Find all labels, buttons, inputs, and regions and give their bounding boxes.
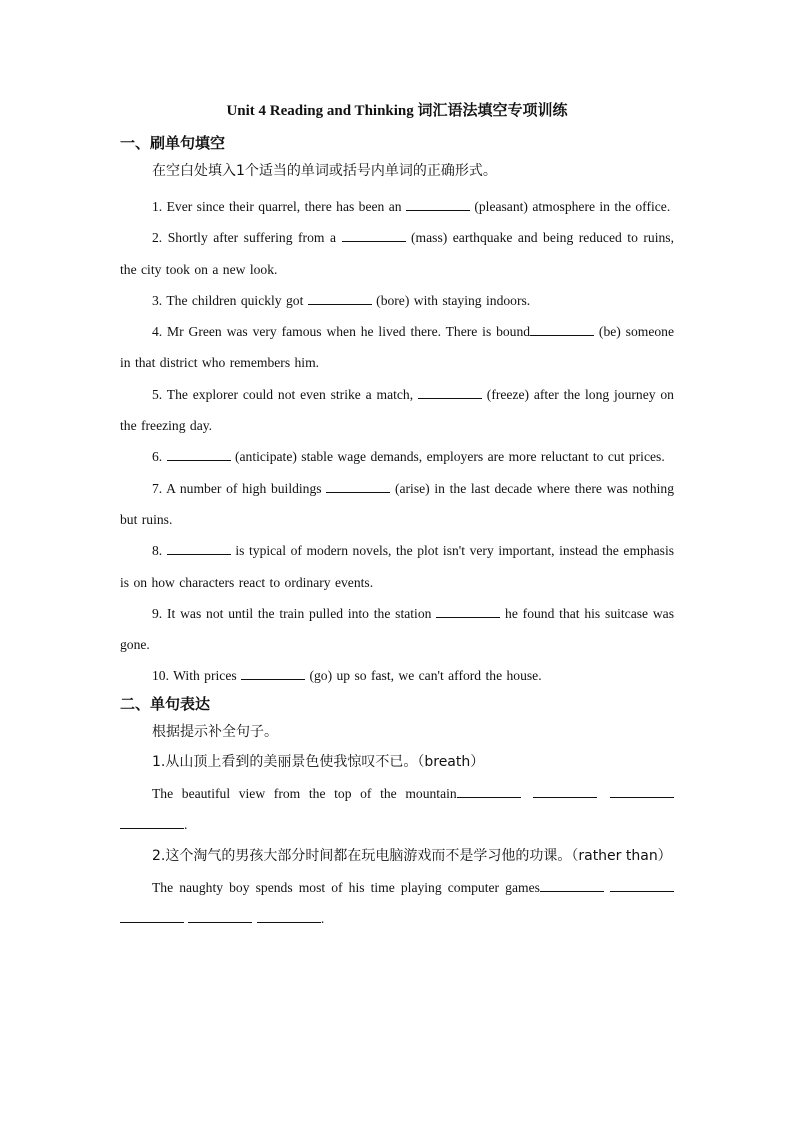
question-10: 10. With prices (go) up so fast, we can't afford the house. <box>152 668 542 684</box>
answer-blank-4[interactable] <box>530 334 594 336</box>
question-5: 5. The explorer could not even strike a match, (freeze) after the long journey on the freezing day. <box>120 386 674 434</box>
question-3: 3. The children quickly got (bore) with staying indoors. <box>152 292 531 308</box>
section-1-questions <box>120 191 674 692</box>
answer-blank-9[interactable] <box>436 616 500 618</box>
expression-1-blank-3[interactable] <box>610 796 674 798</box>
answer-blank-6[interactable] <box>167 459 231 461</box>
answer-blank-1[interactable] <box>406 209 470 211</box>
expression-2-blank-3[interactable] <box>120 921 184 923</box>
section-1-instruction: 在空白处填入1个适当的单词或括号内单词的正确形式。 <box>152 163 497 179</box>
question-6: 6. (anticipate) stable wage demands, employers are more reluctant to cut prices. <box>152 449 665 465</box>
answer-blank-3[interactable] <box>308 303 372 305</box>
expression-2-blank-4[interactable] <box>188 921 252 923</box>
question-1: 1. Ever since their quarrel, there has been an (pleasant) atmosphere in the office. <box>152 199 671 214</box>
question-8: 8. is typical of modern novels, the plot isn't very important, instead the emphasis is on how characters react to ordinary events. <box>120 543 675 590</box>
expression-1-sentence: The beautiful view from the top of the mountain . <box>120 778 674 841</box>
answer-blank-10[interactable] <box>241 678 305 680</box>
expression-1-prompt: 1.从山顶上看到的美丽景色使我惊叹不已。（breath） <box>152 753 485 770</box>
section-2-instruction: 根据提示补全句子。 <box>152 723 278 740</box>
expression-2-blank-2[interactable] <box>610 890 674 892</box>
question-7: 7. A number of high buildings (arise) in the last decade where there was nothing but ruins. <box>120 480 675 527</box>
worksheet-page <box>120 100 674 935</box>
expression-1-blank-2[interactable] <box>533 796 597 798</box>
answer-blank-5[interactable] <box>418 397 482 399</box>
answer-blank-8[interactable] <box>167 553 231 555</box>
answer-blank-7[interactable] <box>326 491 390 493</box>
document-title: Unit 4 Reading and Thinking 词汇语法填空专项训练 <box>226 103 568 119</box>
answer-blank-2[interactable] <box>342 240 406 242</box>
question-2: 2. Shortly after suffering from a (mass) earthquake and being reduced to ruins, the city took on a new look. <box>120 230 674 277</box>
expression-2-blank-1[interactable] <box>540 890 604 892</box>
section-2-items <box>120 747 674 935</box>
question-4: 4. Mr Green was very famous when he lived there. There is bound (be) someone in that district who remembers him. <box>120 324 674 371</box>
question-9: 9. It was not until the train pulled into the station he found that his suitcase was gone. <box>120 605 674 653</box>
section-2-heading: 二、单句表达 <box>120 694 211 713</box>
expression-2-sentence: The naughty boy spends most of his time playing computer games . <box>120 872 674 935</box>
expression-2-blank-5[interactable] <box>257 921 321 923</box>
expression-1-blank-1[interactable] <box>457 796 521 798</box>
expression-2-prompt: 2.这个淘气的男孩大部分时间都在玩电脑游戏而不是学习他的功课。（rather than） <box>152 847 672 864</box>
expression-1-blank-4[interactable] <box>120 827 184 829</box>
section-1-heading: 一、刷单句填空 <box>120 134 226 152</box>
